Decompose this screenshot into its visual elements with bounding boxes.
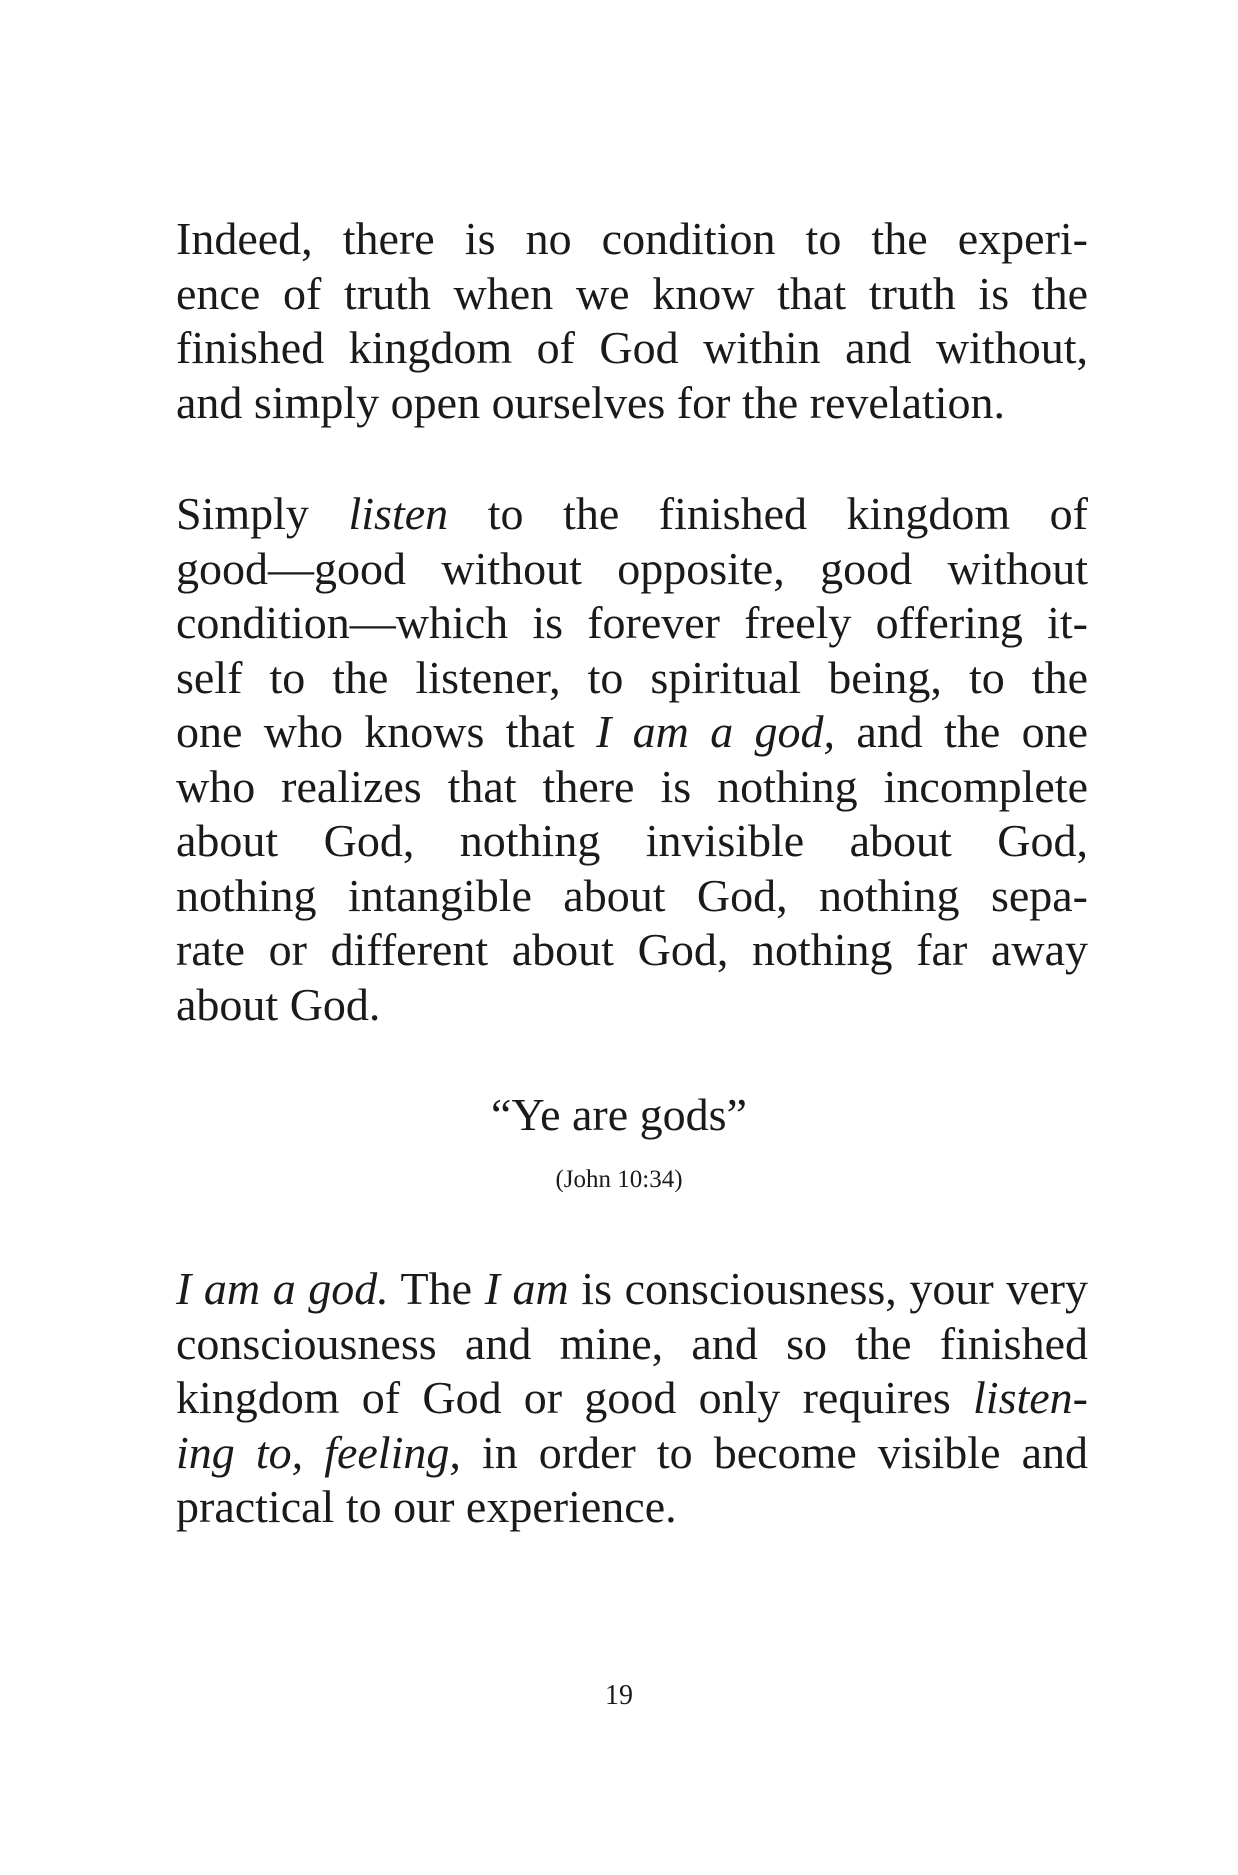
text-segment: kingdom of God or good only requires — [176, 1372, 974, 1423]
text-line — [176, 1371, 1088, 1426]
text-line — [176, 923, 1088, 978]
text-segment: The — [388, 1263, 485, 1314]
text-line — [176, 1317, 1088, 1372]
paragraph-3 — [176, 1262, 1088, 1535]
page-number: 19 — [605, 1680, 633, 1711]
text-line — [176, 1480, 1088, 1535]
text-segment: good—good without opposite, good without — [176, 542, 1088, 594]
text-segment: in order to become visible and — [460, 1426, 1088, 1478]
text-line — [176, 1426, 1088, 1481]
text-segment: to the finished kingdom of — [448, 488, 1088, 539]
text-segment: ence of truth when we know that truth is the — [176, 267, 1088, 319]
text-line — [176, 814, 1088, 869]
text-line — [176, 978, 1088, 1033]
text-segment: about God. — [176, 978, 381, 1030]
paragraph-1 — [176, 212, 1088, 430]
text-segment: about God, nothing invisible about God, — [176, 815, 1088, 866]
text-line — [176, 542, 1088, 597]
text-line — [176, 376, 1088, 431]
text-segment: is consciousness, your very — [568, 1263, 1088, 1314]
scripture-citation: (John 10:34) — [555, 1166, 683, 1193]
text-line — [176, 487, 1088, 542]
text-segment: finished kingdom of God within and without, — [176, 322, 1088, 373]
text-segment: condition—which is forever freely offering it- — [176, 597, 1088, 648]
text-line — [176, 321, 1088, 376]
text-segment: and simply open ourselves for the revelation. — [176, 376, 1006, 428]
text-line — [176, 1262, 1088, 1317]
text-line — [176, 596, 1088, 651]
italic-text: I am — [484, 1263, 569, 1314]
text-line — [176, 869, 1088, 924]
italic-text: I am a god. — [176, 1263, 389, 1314]
paragraph-2 — [176, 487, 1088, 1032]
italic-text: listen- — [973, 1372, 1088, 1423]
italic-text: I am a god, — [596, 706, 836, 757]
text-line — [176, 705, 1088, 760]
text-line — [176, 651, 1088, 706]
text-segment: practical to our experience. — [176, 1481, 677, 1532]
text-segment: consciousness and mine, and so the finished — [176, 1317, 1088, 1369]
italic-text: listen — [348, 488, 449, 539]
italic-text: ing to, feeling, — [176, 1426, 461, 1478]
text-line — [176, 212, 1088, 267]
text-segment: one who knows that — [176, 706, 597, 757]
text-segment: and the one — [835, 706, 1088, 757]
text-segment: Indeed, there is no condition to the experi- — [176, 213, 1088, 264]
text-line — [176, 760, 1088, 815]
scripture-quote: “Ye are gods” — [491, 1089, 747, 1140]
text-segment: rate or different about God, nothing far away — [176, 924, 1088, 975]
text-segment: who realizes that there is nothing incomplete — [176, 760, 1088, 812]
text-line — [176, 267, 1088, 322]
text-segment: self to the listener, to spiritual being, to the — [176, 651, 1088, 703]
text-segment: nothing intangible about God, nothing sepa- — [176, 869, 1088, 921]
text-segment: Simply — [176, 488, 349, 539]
